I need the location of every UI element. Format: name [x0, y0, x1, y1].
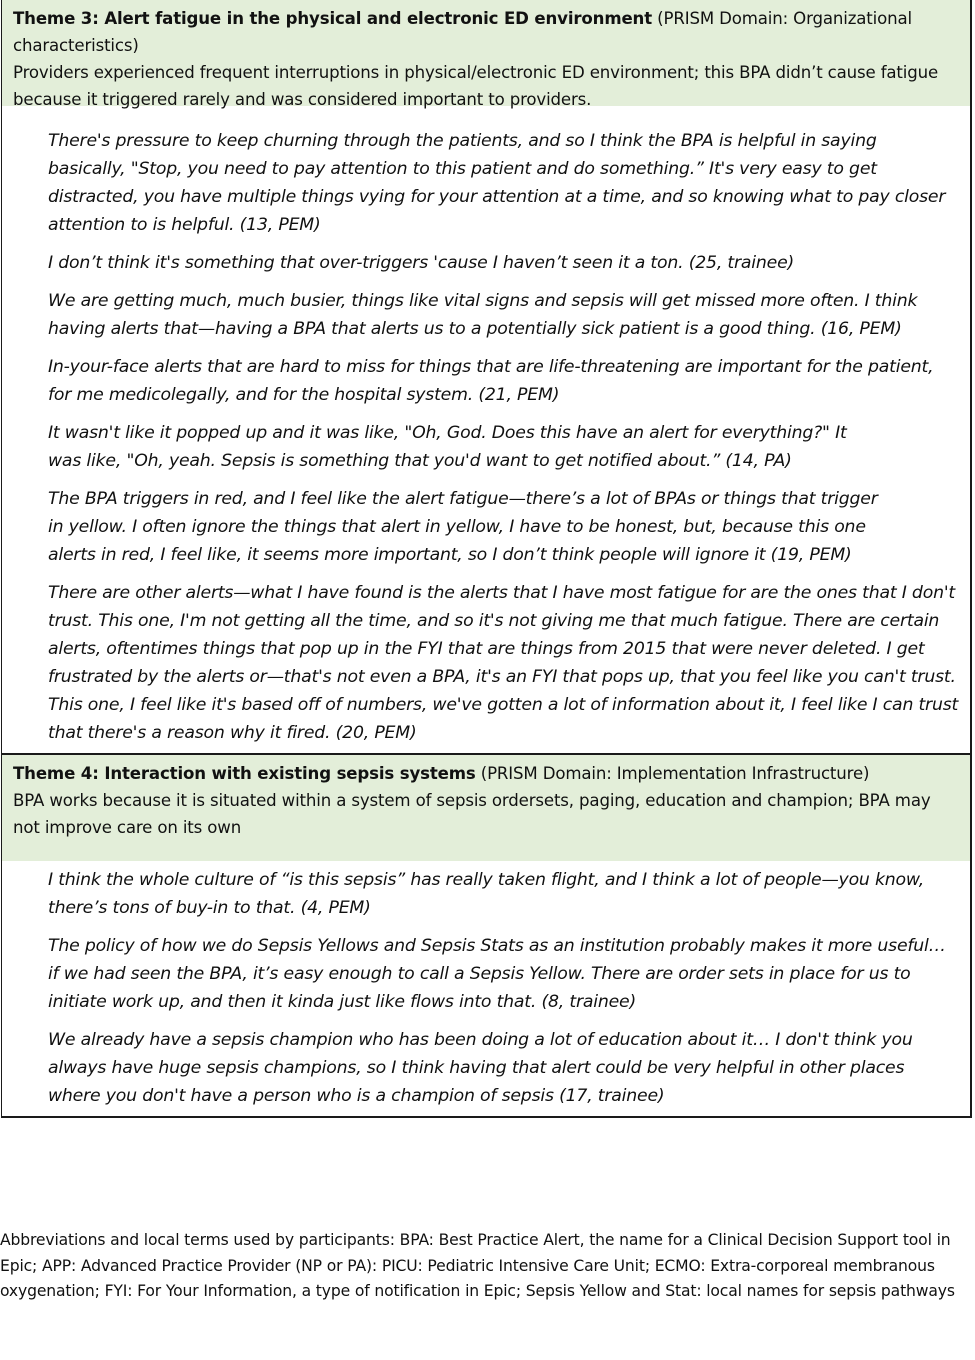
- themes-table: [1, 0, 972, 1118]
- quote-3-3: We are getting much, much busier, things like vital signs and sepsis will get missed more often. I think having alerts that—having a BPA that alerts us to a potentially sick patient is a good thing. (16, PEM): [48, 291, 918, 339]
- theme-3-quotes: [2, 106, 970, 753]
- theme-4-header: [2, 755, 970, 861]
- theme-3-domain: (PRISM Domain: Organizational characteristics): [13, 9, 912, 55]
- quote-3-4: In-your-face alerts that are hard to miss for things that are life-threatening are important for the patient, for me medicolegally, and for the hospital system. (21, PEM): [48, 357, 934, 405]
- theme-3-title: Theme 3: Alert fatigue in the physical and electronic ED environment: [13, 9, 653, 28]
- theme-4-quotes: [2, 861, 970, 1116]
- quote-3-7: There are other alerts—what I have found is the alerts that I have most fatigue for are the ones that I don't trust. This one, I'm not getting all the time, and so it's not giving me that much fatigue. There are certain alerts, oftentimes things that pop up in the FYI that are things from 2015 that were never deleted. I get frustrated by the alerts or—that's not even a BPA, it's an FYI that pops up, that you feel like you can't trust. This one, I feel like it's based off of numbers, we've gotten a lot of information about it, I feel like I can trust that there's a reason why it fired. (20, PEM): [48, 583, 959, 743]
- quote-3-1: There's pressure to keep churning through the patients, and so I think the BPA is helpful in saying basically, "Stop, you need to pay attention to this patient and do something.” It's very easy to get distracted, you have multiple things vying for your attention at a time, and so knowing what to pay closer attention to is helpful. (13, PEM): [48, 131, 946, 235]
- theme-3-summary: Providers experienced frequent interruptions in physical/electronic ED environment; this BPA didn’t cause fatigue because it triggered rarely and was considered important to providers.: [13, 63, 939, 109]
- theme-3-title-line: [13, 5, 960, 59]
- theme-4-title: Theme 4: Interaction with existing sepsis systems: [13, 764, 476, 783]
- quote-3-2: I don’t think it's something that over-triggers 'cause I haven’t seen it a ton. (25, trainee): [48, 253, 795, 273]
- theme-4-title-line: [13, 760, 960, 787]
- quote-4-2: The policy of how we do Sepsis Yellows and Sepsis Stats as an institution probably makes it more useful… if we had seen the BPA, it’s easy enough to call a Sepsis Yellow. There are order sets in place for us to initiate work up, and then it kinda just like flows into that. (8, trainee): [48, 936, 946, 1012]
- abbreviations-footnote: Abbreviations and local terms used by participants: BPA: Best Practice Alert, the name for a Clinical Decision Support tool in Epic; APP: Advanced Practice Provider (NP or PA): PICU: Pediatric Intensive Care Unit; ECMO: Extra-corporeal membranous oxygenation; FYI: For Your Information, a type of notification in Epic; Sepsis Yellow and Stat: local names for sepsis pathways: [0, 1231, 955, 1301]
- quote-3-5: It wasn't like it popped up and it was like, "Oh, God. Does this have an alert for everything?" It was like, "Oh, yeah. Sepsis is something that you'd want to get notified about.” (14, PA): [48, 423, 847, 471]
- quote-4-1: I think the whole culture of “is this sepsis” has really taken flight, and I think a lot of people—you know, there’s tons of buy-in to that. (4, PEM): [48, 870, 925, 918]
- quote-3-6: The BPA triggers in red, and I feel like the alert fatigue—there’s a lot of BPAs or things that trigger in yellow. I often ignore the things that alert in yellow, I have to be honest, but, because this one alerts in red, I feel like, it seems more important, so I don’t think people will ignore it (19, PEM): [48, 489, 878, 565]
- theme-4-domain: (PRISM Domain: Implementation Infrastructure): [480, 764, 870, 783]
- theme-4-summary: BPA works because it is situated within a system of sepsis ordersets, paging, education and champion; BPA may not improve care on its own: [13, 791, 931, 837]
- theme-3-header: [2, 0, 970, 109]
- quote-4-3: We already have a sepsis champion who has been doing a lot of education about it… I don't think you always have huge sepsis champions, so I think having that alert could be very helpful in other places where you don't have a person who is a champion of sepsis (17, trainee): [48, 1030, 913, 1106]
